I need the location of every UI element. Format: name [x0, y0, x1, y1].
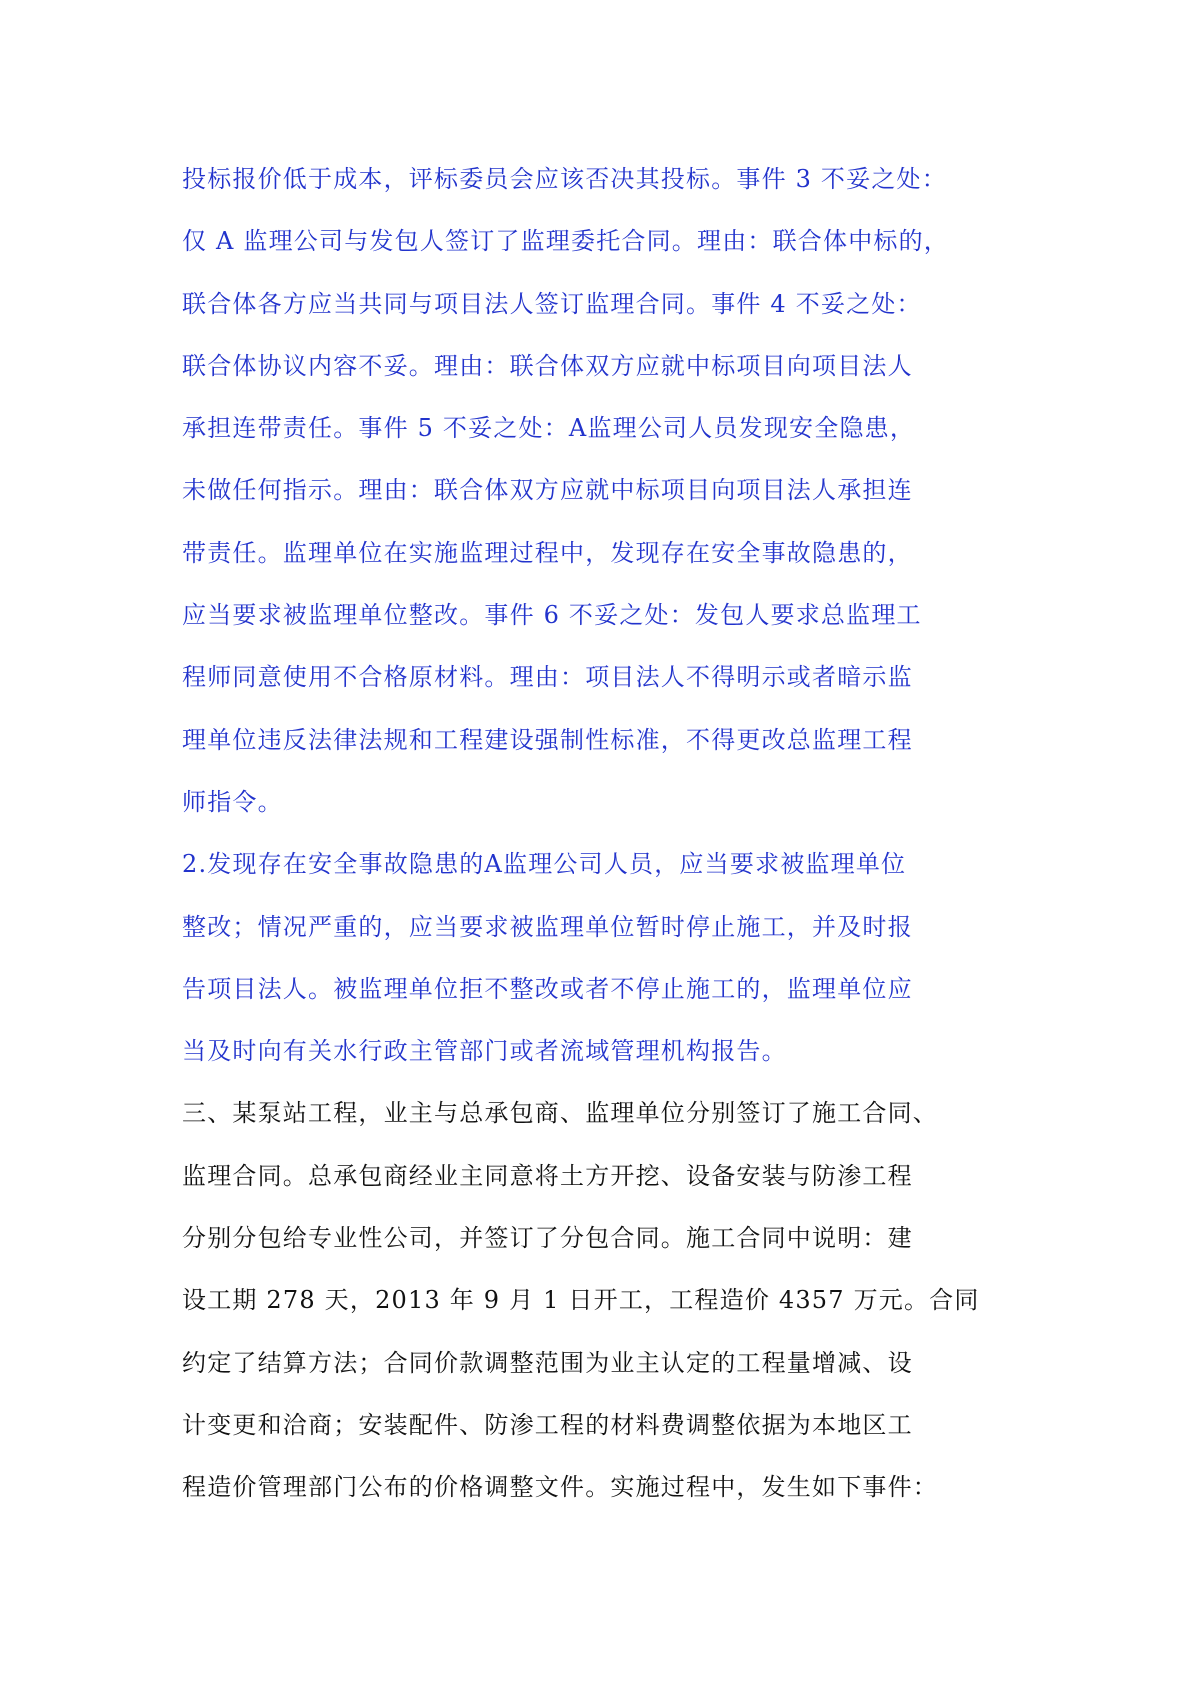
- answer-line: 联合体各方应当共同与项目法人签订监理合同。事件 4 不妥之处：: [182, 289, 922, 318]
- answer-line: 理单位违反法律法规和工程建设强制性标准，不得更改总监理工程: [182, 725, 913, 754]
- question-line: 三、某泵站工程，业主与总承包商、监理单位分别签订了施工合同、: [182, 1099, 938, 1128]
- document-body: [182, 148, 1082, 1519]
- question-line: 计变更和洽商；安装配件、防渗工程的材料费调整依据为本地区工: [182, 1410, 913, 1439]
- question-line: 设工期 278 天，2013 年 9 月 1 日开工，工程造价 4357 万元。合同: [182, 1286, 980, 1315]
- answer-line: 告项目法人。被监理单位拒不整改或者不停止施工的，监理单位应: [182, 974, 913, 1003]
- question-line: 约定了结算方法；合同价款调整范围为业主认定的工程量增减、设: [182, 1348, 913, 1377]
- question-line: 程造价管理部门公布的价格调整文件。实施过程中，发生如下事件：: [182, 1473, 938, 1502]
- question-line: 监理合同。总承包商经业主同意将土方开挖、设备安装与防渗工程: [182, 1161, 913, 1190]
- answer-line: 投标报价低于成本，评标委员会应该否决其投标。事件 3 不妥之处：: [182, 165, 947, 193]
- answer-line: 带责任。监理单位在实施监理过程中，发现存在安全事故隐患的，: [182, 538, 913, 567]
- answer-line: 应当要求被监理单位整改。事件 6 不妥之处：发包人要求总监理工: [182, 601, 922, 630]
- answer-line: 2.发现存在安全事故隐患的A监理公司人员，应当要求被监理单位: [182, 850, 907, 879]
- answer-line: 程师同意使用不合格原材料。理由：项目法人不得明示或者暗示监: [182, 663, 913, 692]
- answer-line: 当及时向有关水行政主管部门或者流域管理机构报告。: [182, 1037, 787, 1066]
- question-line: 分别分包给专业性公司，并签订了分包合同。施工合同中说明：建: [182, 1224, 913, 1253]
- answer-line: 整改；情况严重的，应当要求被监理单位暂时停止施工，并及时报: [182, 912, 913, 941]
- answer-section: [182, 148, 1082, 1082]
- answer-line: 联合体协议内容不妥。理由：联合体双方应就中标项目向项目法人: [182, 351, 913, 380]
- answer-line: 承担连带责任。事件 5 不妥之处：A监理公司人员发现安全隐患，: [182, 414, 916, 443]
- answer-line: 未做任何指示。理由：联合体双方应就中标项目向项目法人承担连: [182, 476, 913, 505]
- answer-line: 仅 A 监理公司与发包人签订了监理委托合同。理由：联合体中标的，: [182, 227, 949, 256]
- answer-line: 师指令。: [182, 787, 283, 816]
- question-section: [182, 1082, 1082, 1518]
